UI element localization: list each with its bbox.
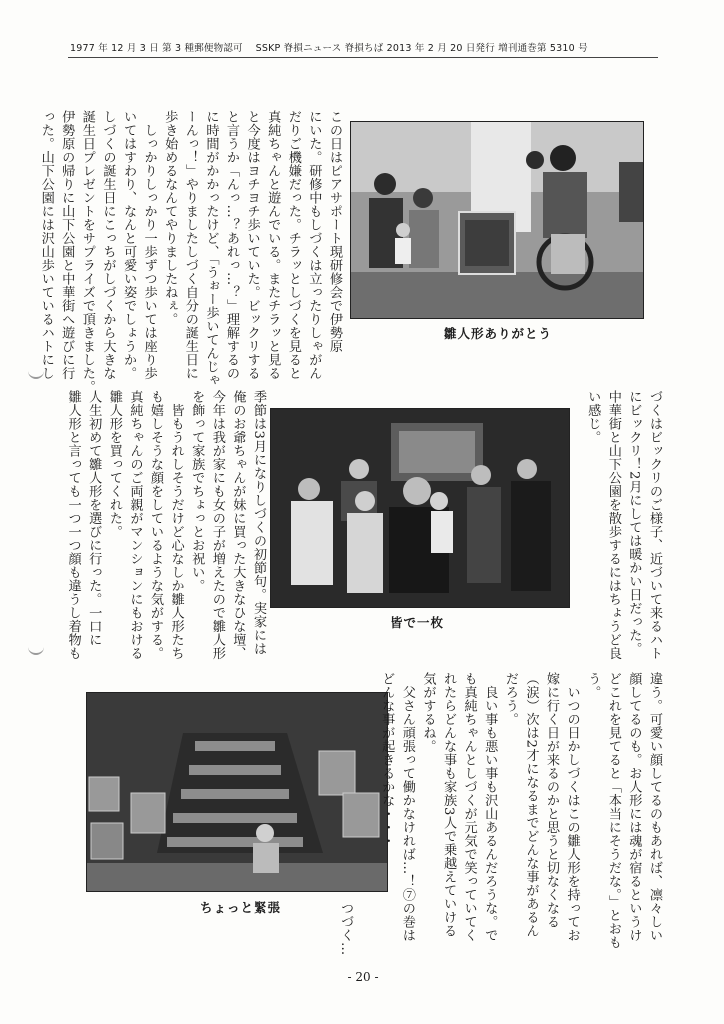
caption-photo-1: 雛人形ありがとう [444,326,553,341]
page-header: 1977 年 12 月 3 日 第 3 種郵便物認可 SSKP 脊損ニュース 脊損ちば 2013 年 2 月 20 日発行 増刊通巻第 5310 号 [70,43,588,54]
page-number: - 20 - [347,970,379,984]
photo-hina-dolls-thanks [350,121,644,319]
article-block-4: 違う。可愛い顔してるのもあれば、凛々しい 顔してるのも。お人形には魂が宿るというけ どこれを見てると「本当にそうだな。」とおも う。 いつの日かしづくはこの雛人形を持ってお 嫁に行く日が来るのかと思うと切なくなる （涙）次は2才になるまでどんな事があるん だろう。 良い事も悪い事も沢山あるんだろうな。で も真純ちゃんとしづくが元気で笑っていてく れたらどんな事も家族3人で乗越えていける 気がするね。 父さん頑張って働かなければ…！⑦の巻は どんな事が起きるかな・・・ つづく… [338,672,662,956]
article-block-3: 季節は3月になりしづくの初節句。実家には 俺のお爺ちゃんが妹に買った大きなひな壇、 今年は我が家にも女の子が増えたので雛人形 を飾って家族でちょっとお祝い。 皆もうれしそうだけど心なしか雛人形たち も嬉しそうな顔をしているような気がする。 真純ちゃんのご両親がマンションにもおける 雛人形を買ってくれた。 人生初めて雛人形を選びに行った。一口に 雛人形と言っても一つ一つ顔も違うし着物も [65,390,266,660]
photo-group-shot [270,408,570,608]
article-block-2: づくはビックリのご様子、近づいて来るハト にビックリ！2月にしては暖かい日だった。 中華街と山下公園を散歩するにはちょうど良 い感じ。 [585,390,662,660]
caption-photo-3: ちょっと緊張 [200,900,282,915]
article-block-1: この日はピアサポート現研修会で伊勢原 にいた。研修中もしづくは立ったりしゃがん だりご機嫌だった。チラッとしづくを見ると 真純ちゃんと遊んでいる。またチラッと見る と今度はヨチヨチ歩いていた。ビックリする と言うか「んっ…？あれっ…？」理解するの に時間がかかったけど、「うぉー歩いてんじゃ ーんっ！」やりましたしづく自分の誕生日に 歩き始めるなんてやりましたねぇ。 しっかりしっかり一歩ずつ歩いては座り歩 いてはすわり、なんと可愛い姿でしょうか。 しづくの誕生日にこっちがしづくから大きな 誕生日プレゼントをサプライズで頂きました。 伊勢原の帰りに山下公園と中華街へ遊びに行 った。山下公園には沢山歩いているハトにし [38,110,342,394]
binder-hole [28,644,44,655]
caption-photo-2: 皆で一枚 [390,615,445,630]
header-rule [68,57,658,58]
